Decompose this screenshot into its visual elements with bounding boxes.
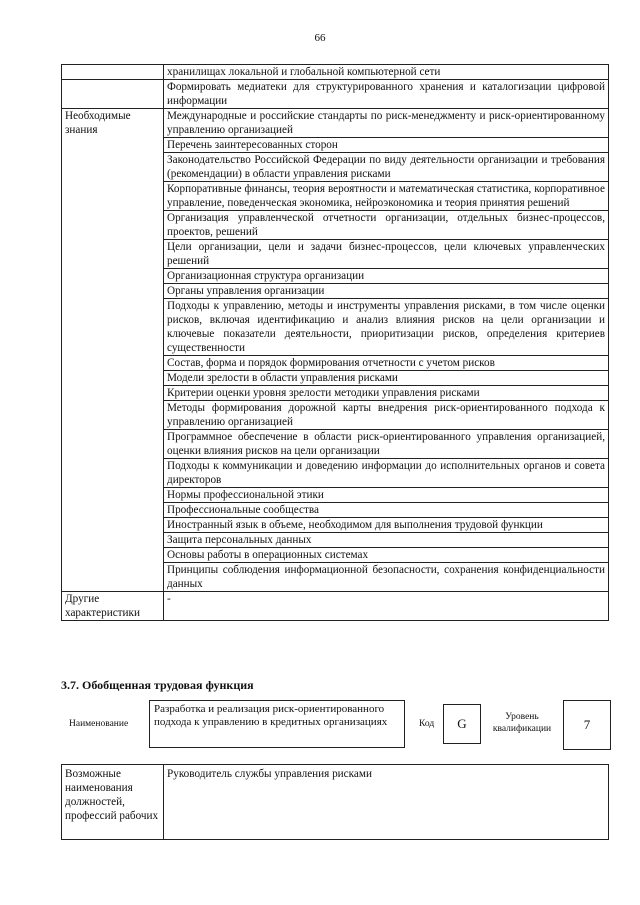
knowledge-item: Профессиональные сообщества <box>164 503 609 518</box>
knowledge-item: Перечень заинтересованных сторон <box>164 138 609 153</box>
knowledge-item: Организационная структура организации <box>164 269 609 284</box>
other-value: - <box>164 592 609 621</box>
table-row <box>62 109 609 138</box>
table-row <box>62 65 609 80</box>
knowledge-item: Защита персональных данных <box>164 533 609 548</box>
positions-label: Возможные наименования должностей, профессий рабочих <box>62 765 164 840</box>
knowledge-table <box>61 64 609 621</box>
knowledge-item: Организация управленческой отчетности организации, отдельных бизнес-процессов, проектов, решений <box>164 211 609 240</box>
knowledge-item: Органы управления организации <box>164 284 609 299</box>
knowledge-item: Корпоративные финансы, теория вероятности и математическая статистика, корпоративное управление, поведенческая экономика, нейроэкономика и теория принятия решений <box>164 182 609 211</box>
table-row <box>62 80 609 109</box>
knowledge-label: Необходимые знания <box>62 109 164 592</box>
table-row <box>62 592 609 621</box>
name-label: Наименование <box>69 719 129 729</box>
knowledge-item: Состав, форма и порядок формирования отчетности с учетом рисков <box>164 356 609 371</box>
function-code: G <box>443 704 481 744</box>
table-cell-empty <box>62 80 164 109</box>
other-label: Другие характеристики <box>62 592 164 621</box>
positions-value: Руководитель службы управления рисками <box>164 765 609 840</box>
knowledge-item: Подходы к коммуникации и доведению информации до исполнительных органов и совета директоров <box>164 459 609 488</box>
code-label: Код <box>419 719 435 729</box>
page-number: 66 <box>314 32 326 44</box>
knowledge-item: Принципы соблюдения информационной безопасности, сохранения конфиденциальности данных <box>164 563 609 592</box>
knowledge-item: Нормы профессиональной этики <box>164 488 609 503</box>
knowledge-item: Подходы к управлению, методы и инструменты управления рисками, в том числе оценки рисков, включая идентификацию и анализ влияния рисков на цели организации и ключевые показатели деятельности, приоритизации рисков, определения критериев существенности <box>164 299 609 356</box>
knowledge-item: Законодательство Российской Федерации по виду деятельности организации и требования (рекомендации) в области управления рисками <box>164 153 609 182</box>
knowledge-item: Модели зрелости в области управления рисками <box>164 371 609 386</box>
knowledge-item: Цели организации, цели и задачи бизнес-процессов, цели ключевых управленческих решений <box>164 240 609 269</box>
knowledge-item: Международные и российские стандарты по риск-менеджменту и риск-ориентированному управлению организацией <box>164 109 609 138</box>
continuation-item: хранилищах локальной и глобальной компьютерной сети <box>164 65 609 80</box>
function-header <box>61 700 609 750</box>
qualification-level: 7 <box>563 700 611 750</box>
level-label: Уровень квалификации <box>492 712 552 734</box>
function-name: Разработка и реализация риск-ориентированного подхода к управлению в кредитных организациях <box>149 700 405 748</box>
knowledge-item: Критерии оценки уровня зрелости методики управления рисками <box>164 386 609 401</box>
table-row <box>62 765 609 840</box>
knowledge-item: Программное обеспечение в области риск-ориентированного управления организацией, оценки влияния рисков на цели организации <box>164 430 609 459</box>
knowledge-item: Основы работы в операционных системах <box>164 548 609 563</box>
knowledge-item: Иностранный язык в объеме, необходимом для выполнения трудовой функции <box>164 518 609 533</box>
positions-table <box>61 764 609 840</box>
section-heading: 3.7. Обобщенная трудовая функция <box>61 678 254 692</box>
table-cell-empty <box>62 65 164 80</box>
knowledge-item: Методы формирования дорожной карты внедрения риск-ориентированного подхода к управлению организацией <box>164 401 609 430</box>
continuation-item: Формировать медиатеки для структурированного хранения и каталогизации цифровой информации <box>164 80 609 109</box>
